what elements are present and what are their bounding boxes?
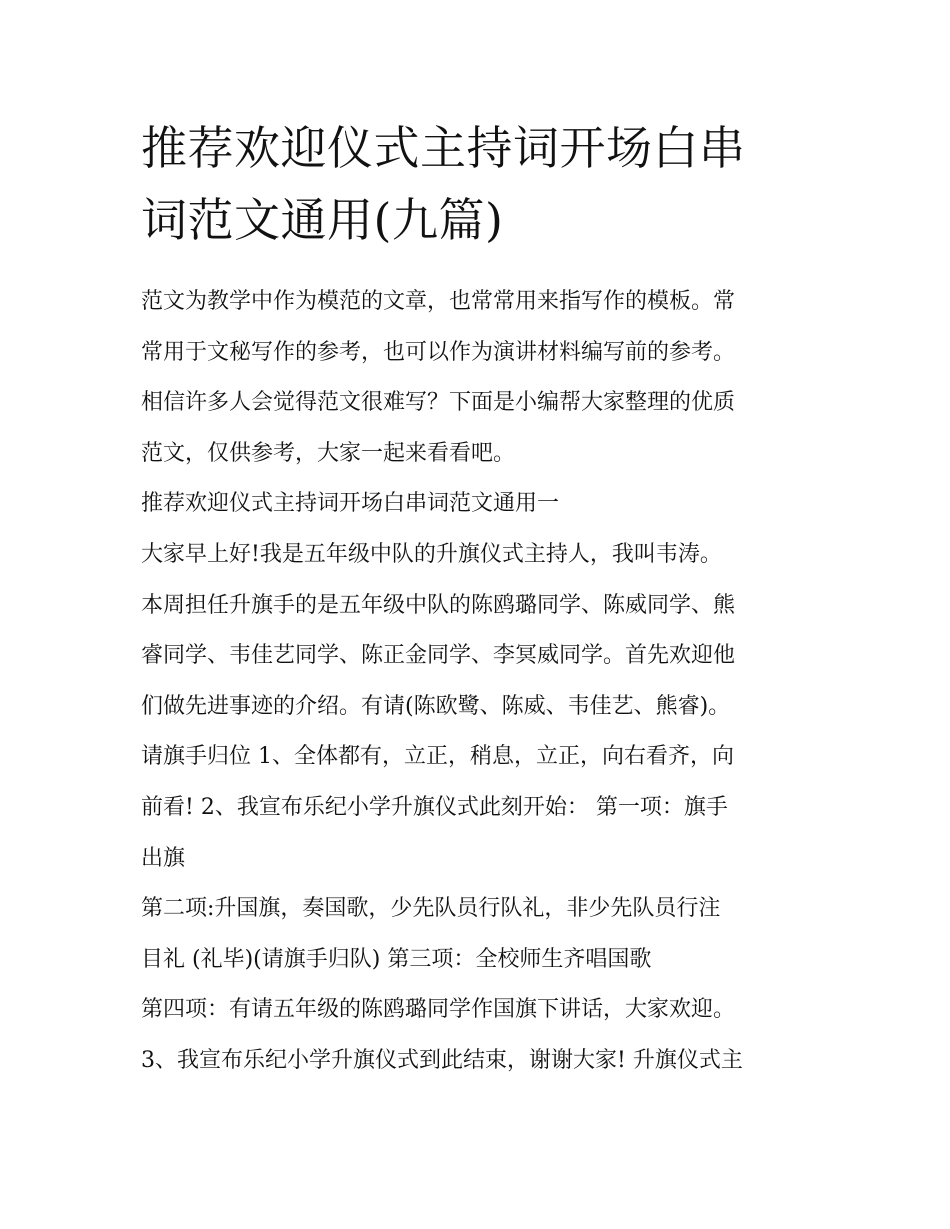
- body-line: 范文，仅供参考，大家一起来看看吧。: [141, 440, 516, 466]
- body-line: 范文为教学中作为模范的文章，也常常用来指写作的模板。常: [141, 289, 736, 314]
- body-line: 大家早上好!我是五年级中队的升旗仪式主持人，我叫韦涛。: [141, 541, 722, 567]
- title-line: 词范文通用(九篇): [141, 193, 504, 247]
- body-line: 出旗: [141, 845, 186, 871]
- body-line: 目礼 (礼毕)(请旗手归队) 第三项：全校师生齐唱国歌: [141, 946, 652, 972]
- document-title: [141, 112, 821, 256]
- body-line: 3、我宣布乐纪小学升旗仪式到此结束，谢谢大家! 升旗仪式主: [141, 1047, 743, 1073]
- body-line: 睿同学、韦佳艺同学、陈正金同学、李冥威同学。首先欢迎他: [141, 643, 736, 669]
- title-line: 推荐欢迎仪式主持词开场白串: [141, 121, 746, 175]
- body-line: 相信许多人会觉得范文很难写？下面是小编帮大家整理的优质: [141, 390, 736, 416]
- body-line: 们做先进事迹的介绍。有请(陈欧鹭、陈威、韦佳艺、熊睿)。: [141, 693, 731, 719]
- body-line: 请旗手归位 1、全体都有，立正，稍息，立正，向右看齐，向: [141, 744, 734, 770]
- body-line: 常用于文秘写作的参考，也可以作为演讲材料编写前的参考。: [141, 339, 736, 365]
- body-line: 本周担任升旗手的是五年级中队的陈鸥璐同学、陈威同学、熊: [141, 592, 736, 618]
- body-line: 第四项：有请五年级的陈鸥璐同学作国旗下讲话，大家欢迎。: [141, 997, 736, 1023]
- body-line: 第二项:升国旗，奏国歌，少先队员行队礼，非少先队员行注: [141, 896, 721, 922]
- section-heading: 推荐欢迎仪式主持词开场白串词范文通用一: [141, 491, 560, 517]
- document-body: [141, 277, 821, 1087]
- body-line: 前看! 2、我宣布乐纪小学升旗仪式此刻开始： 第一项：旗手: [141, 794, 728, 820]
